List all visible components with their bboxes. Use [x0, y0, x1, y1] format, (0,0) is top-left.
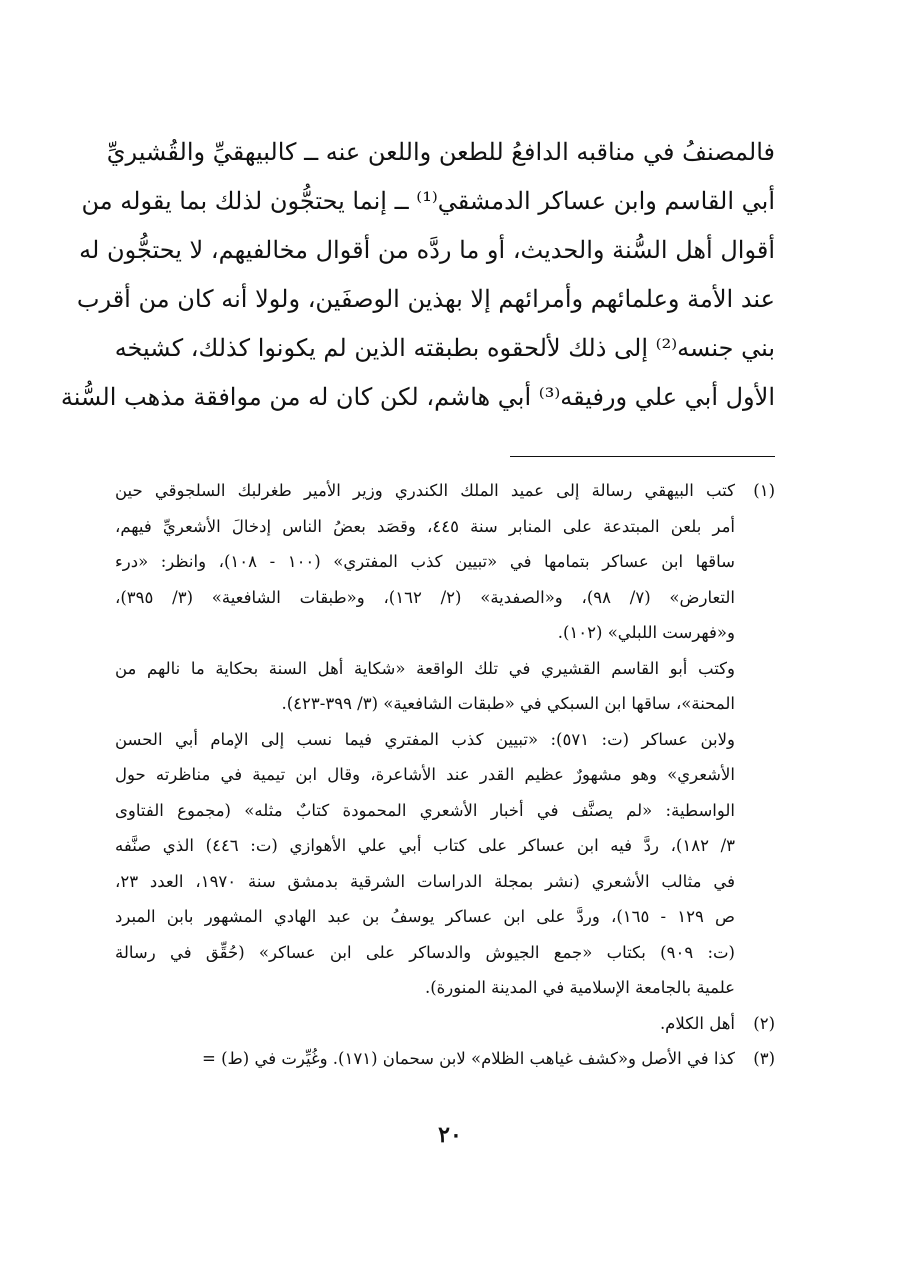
footnote-line: ولابن عساكر (ت: ٥٧١): «تبيين كذب المفتري فيما نسب إلى الإمام أبي الحسن [115, 729, 735, 749]
footnote-line: ٣/ ١٨٢)، ردَّ فيه ابن عساكر على كتاب أبي علي الأهوازي (ت: ٤٤٦) الذي صنَّفه [115, 836, 736, 855]
footnote-line: الواسطية: «لم يصنَّف في أخبار الأشعري المحمودة كتابٌ مثله» (مجموع الفتاوى [115, 800, 735, 820]
footnote-line: المحنة»، ساقها ابن السبكي في «طبقات الشافعية» (٣/ ٣٩٩-٤٢٣). [281, 694, 735, 713]
footnote-text: كتب البيهقي رسالة إلى عميد الملك الكندري وزير الأمير طغرلبك السلجوقي حين [115, 481, 735, 500]
main-text-line: فالمصنفُ في مناقبه الدافعُ للطعن واللعن عنه ــ كالبيهقيِّ والقُشيريِّ [106, 138, 775, 166]
main-text-line: أقوال أهل السُّنة والحديث، أو ما ردَّه من أقوال مخالفيهم، لا يحتجُّون له [79, 236, 775, 264]
footnote-text: أهل الكلام. [659, 1013, 735, 1033]
main-text-line: أبي القاسم وابن عساكر الدمشقي⁽¹⁾ ــ إنما يحتجُّون لذلك بما يقوله من [81, 187, 775, 215]
footnote-line [115, 1006, 775, 1042]
footnote-line: و«فهرست اللبلي» (١٠٢). [557, 623, 735, 642]
footnote-line [115, 473, 775, 509]
footnote-number: (٢) [753, 1013, 775, 1033]
footnote-line: علمية بالجامعة الإسلامية في المدينة المنورة). [424, 978, 735, 997]
main-text-line: عند الأمة وعلمائهم وأمرائهم إلا بهذين الوصفَين، ولولا أنه كان من أقرب [76, 285, 775, 313]
footnote-number: (٣) [753, 1049, 775, 1068]
footnote-number: (١) [753, 481, 775, 500]
footnote-line: الأشعري» وهو مشهورٌ عظيم القدر عند الأشاعرة، وقال ابن تيمية في مناظرته حول [115, 765, 735, 784]
footnote-line [115, 1041, 775, 1077]
page-number: ٢٠ [438, 1122, 462, 1148]
main-text-line: بني جنسه⁽²⁾ إلى ذلك لألحقوه بطبقته الذين لم يكونوا كذلك، كشيخه [114, 334, 775, 362]
footnote-text: كذا في الأصل و«كشف غياهب الظلام» لابن سحمان (١٧١). وغُيِّرت في (ط) = [202, 1049, 735, 1068]
footnote-line: ص ١٢٩ - ١٦٥)، وردَّ على ابن عساكر يوسفُ بن عبد الهادي المشهور بابن المبرد [115, 907, 735, 926]
footnote-line: وكتب أبو القاسم القشيري في تلك الواقعة «شكاية أهل السنة بحكاية ما نالهم من [115, 658, 735, 678]
footnote-line: في مثالب الأشعري (نشر بمجلة الدراسات الشرقية بدمشق سنة ١٩٧٠، العدد ٢٣، [115, 871, 735, 891]
footnote-line: ساقها ابن عساكر بتمامها في «تبيين كذب المفتري» (١٠٠ - ١٠٨)، وانظر: «درء [115, 552, 735, 571]
main-text-line: الأول أبي علي ورفيقه⁽³⁾ أبي هاشم، لكن كان له من موافقة مذهب السُّنة [60, 383, 775, 411]
footnote-separator [510, 456, 775, 457]
footnote-line: التعارض» (٧/ ٩٨)، و«الصفدية» (٢/ ١٦٢)، و«طبقات الشافعية» (٣/ ٣٩٥)، [115, 587, 736, 607]
footnotes [115, 473, 775, 1077]
footnote-line: (ت: ٩٠٩) بكتاب «جمع الجيوش والدساكر على ابن عساكر» (حُقِّق في رسالة [115, 942, 735, 962]
main-text [60, 128, 775, 422]
footnote-line: أمر بلعن المبتدعة على المنابر سنة ٤٤٥، وقصَد بعضُ الناس إدخالَ الأشعريِّ فيهم، [115, 516, 735, 536]
